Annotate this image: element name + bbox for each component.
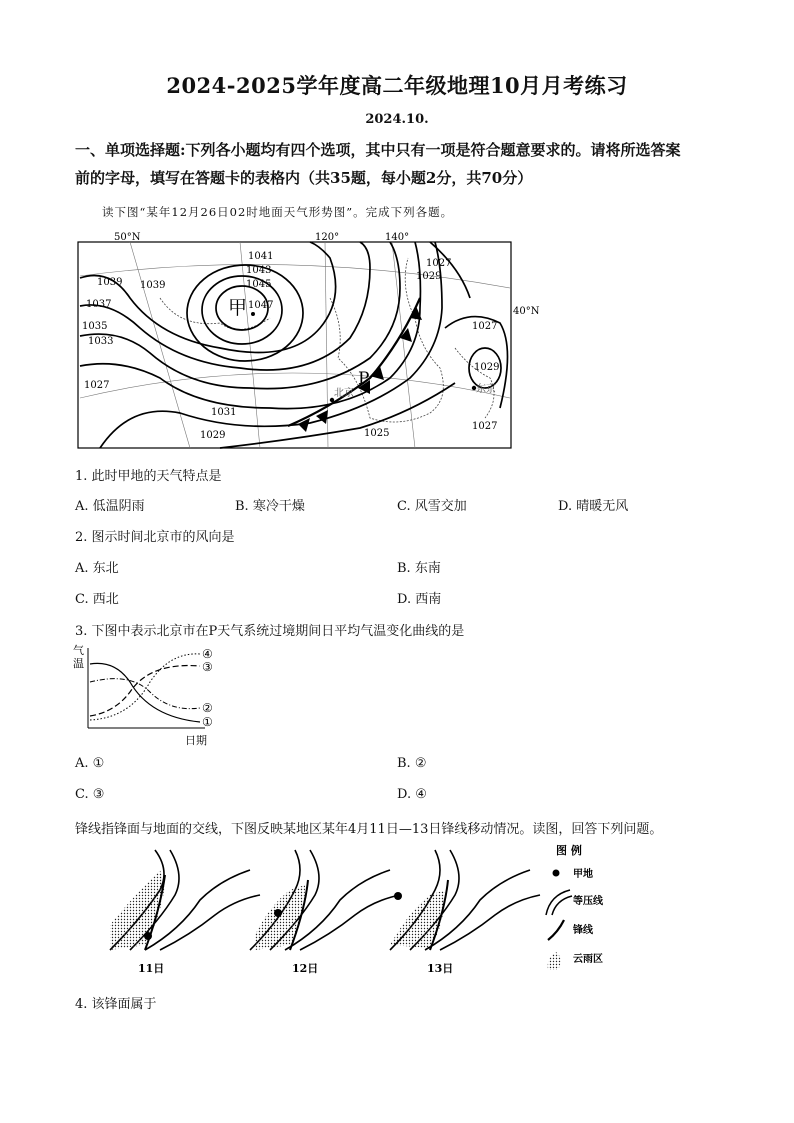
p-label: P [358,369,370,389]
day-11-label: 11日 [138,962,165,975]
chart-xlabel: 日期 [185,734,207,747]
chart-ylabel-2: 温 [73,657,84,670]
panel-day-12 [250,850,400,975]
lon-140-label: 140° [385,232,410,243]
q2-option-a[interactable]: A. 东北 [75,561,119,576]
q3-option-d[interactable]: D. ④ [397,787,427,802]
question-2-stem: 2. 图示时间北京市的风向是 [75,530,235,545]
front-movement-figure [90,840,650,982]
isobar-label: 1039 [97,277,123,288]
isobar-label: 1027 [472,321,498,332]
lat-40-label: 40°N [513,306,540,317]
curve-2 [90,679,200,709]
isobar-label: 1047 [248,300,274,311]
legend [546,843,604,970]
isobar-label: 1033 [88,336,114,347]
isobar-label: 1037 [86,299,112,310]
q1-option-d[interactable]: D. 晴暖无风 [558,499,629,514]
q2-option-c[interactable]: C. 西北 [75,592,119,607]
curve-1 [90,663,200,722]
lon-120-label: 120° [315,232,340,243]
isobar-label: 1041 [248,251,274,262]
panel-day-11 [110,850,260,975]
day-13-label: 13日 [427,962,454,975]
weather-map [70,228,550,454]
curve-label-3: ③ [202,660,213,674]
jia-label: 甲 [228,297,248,319]
isobar-label: 1029 [416,271,442,282]
q1-option-c[interactable]: C. 风雪交加 [397,499,467,514]
panel-day-13 [390,850,540,975]
beijing-label: 北京 [334,388,354,399]
q1-option-b[interactable]: B. 寒冷干燥 [235,499,305,514]
isobar-label: 1035 [82,321,108,332]
temperature-curve-chart [70,642,230,748]
question-3-stem: 3. 下图中表示北京市在P天气系统过境期间日平均气温变化曲线的是 [75,624,465,639]
question-4-stem: 4. 该锋面属于 [75,997,157,1012]
exam-date: 2024.10. [365,112,429,127]
q1-option-a[interactable]: A. 低温阴雨 [75,499,145,514]
legend-rain: 云雨区 [573,954,603,965]
isobar-label: 1031 [211,407,237,418]
legend-front: 锋线 [573,925,593,936]
beijing-point [330,398,334,402]
map-intro: 读下图“某年12月26日02时地面天气形势图”。完成下列各题。 [102,205,454,219]
graticule [80,242,510,448]
isobar-label: 1029 [200,430,226,441]
isobar-label: 1043 [246,265,272,276]
q3-option-a[interactable]: A. ① [75,756,105,771]
q2-option-b[interactable]: B. 东南 [397,561,441,576]
legend-jia: 甲地 [573,869,593,880]
legend-isobar-symbol [546,890,570,915]
isobar-label: 1027 [426,258,452,269]
day-12-label: 12日 [292,962,319,975]
tokyo-point [472,386,476,390]
front-intro: 锋线指锋面与地面的交线，下图反映某地区某年4月11日—13日锋线移动情况。读图，回答下列问题。 [75,822,663,837]
isobar-label: 1039 [140,280,166,291]
legend-isobar: 等压线 [573,896,603,907]
legend-rain-symbol [548,952,561,970]
tokyo-label: 东京 [476,384,496,395]
curve-label-4: ④ [202,647,213,661]
section-line-1: 一、单项选择题:下列各小题均有四个选项，其中只有一项是符合题意要求的。请将所选答案 [75,141,681,159]
isobar-label: 1027 [472,421,498,432]
curve-4 [90,654,200,720]
q2-option-d[interactable]: D. 西南 [397,592,442,607]
legend-title: 图 例 [556,844,582,857]
isobar-label: 1025 [364,428,390,439]
section-line-2: 前的字母，填写在答题卡的表格内（共35题，每小题2分，共70分） [75,169,533,187]
curve-label-1: ① [202,715,213,729]
curve-label-2: ② [202,701,213,715]
q3-option-c[interactable]: C. ③ [75,787,105,802]
legend-jia-marker [553,870,560,877]
isobar-label: 1029 [474,362,500,373]
lat-50-label: 50°N [114,232,141,243]
section-heading [75,136,765,192]
isobar-label: 1027 [84,380,110,391]
q3-option-b[interactable]: B. ② [397,756,427,771]
jia-point [251,312,255,316]
legend-front-symbol [548,920,564,940]
isobars [80,242,508,448]
chart-ylabel-1: 气 [73,644,84,657]
question-1-stem: 1. 此时甲地的天气特点是 [75,469,222,484]
isobar-label: 1045 [246,279,272,290]
page-title: 2024-2025学年度高二年级地理10月月考练习 [166,73,628,98]
